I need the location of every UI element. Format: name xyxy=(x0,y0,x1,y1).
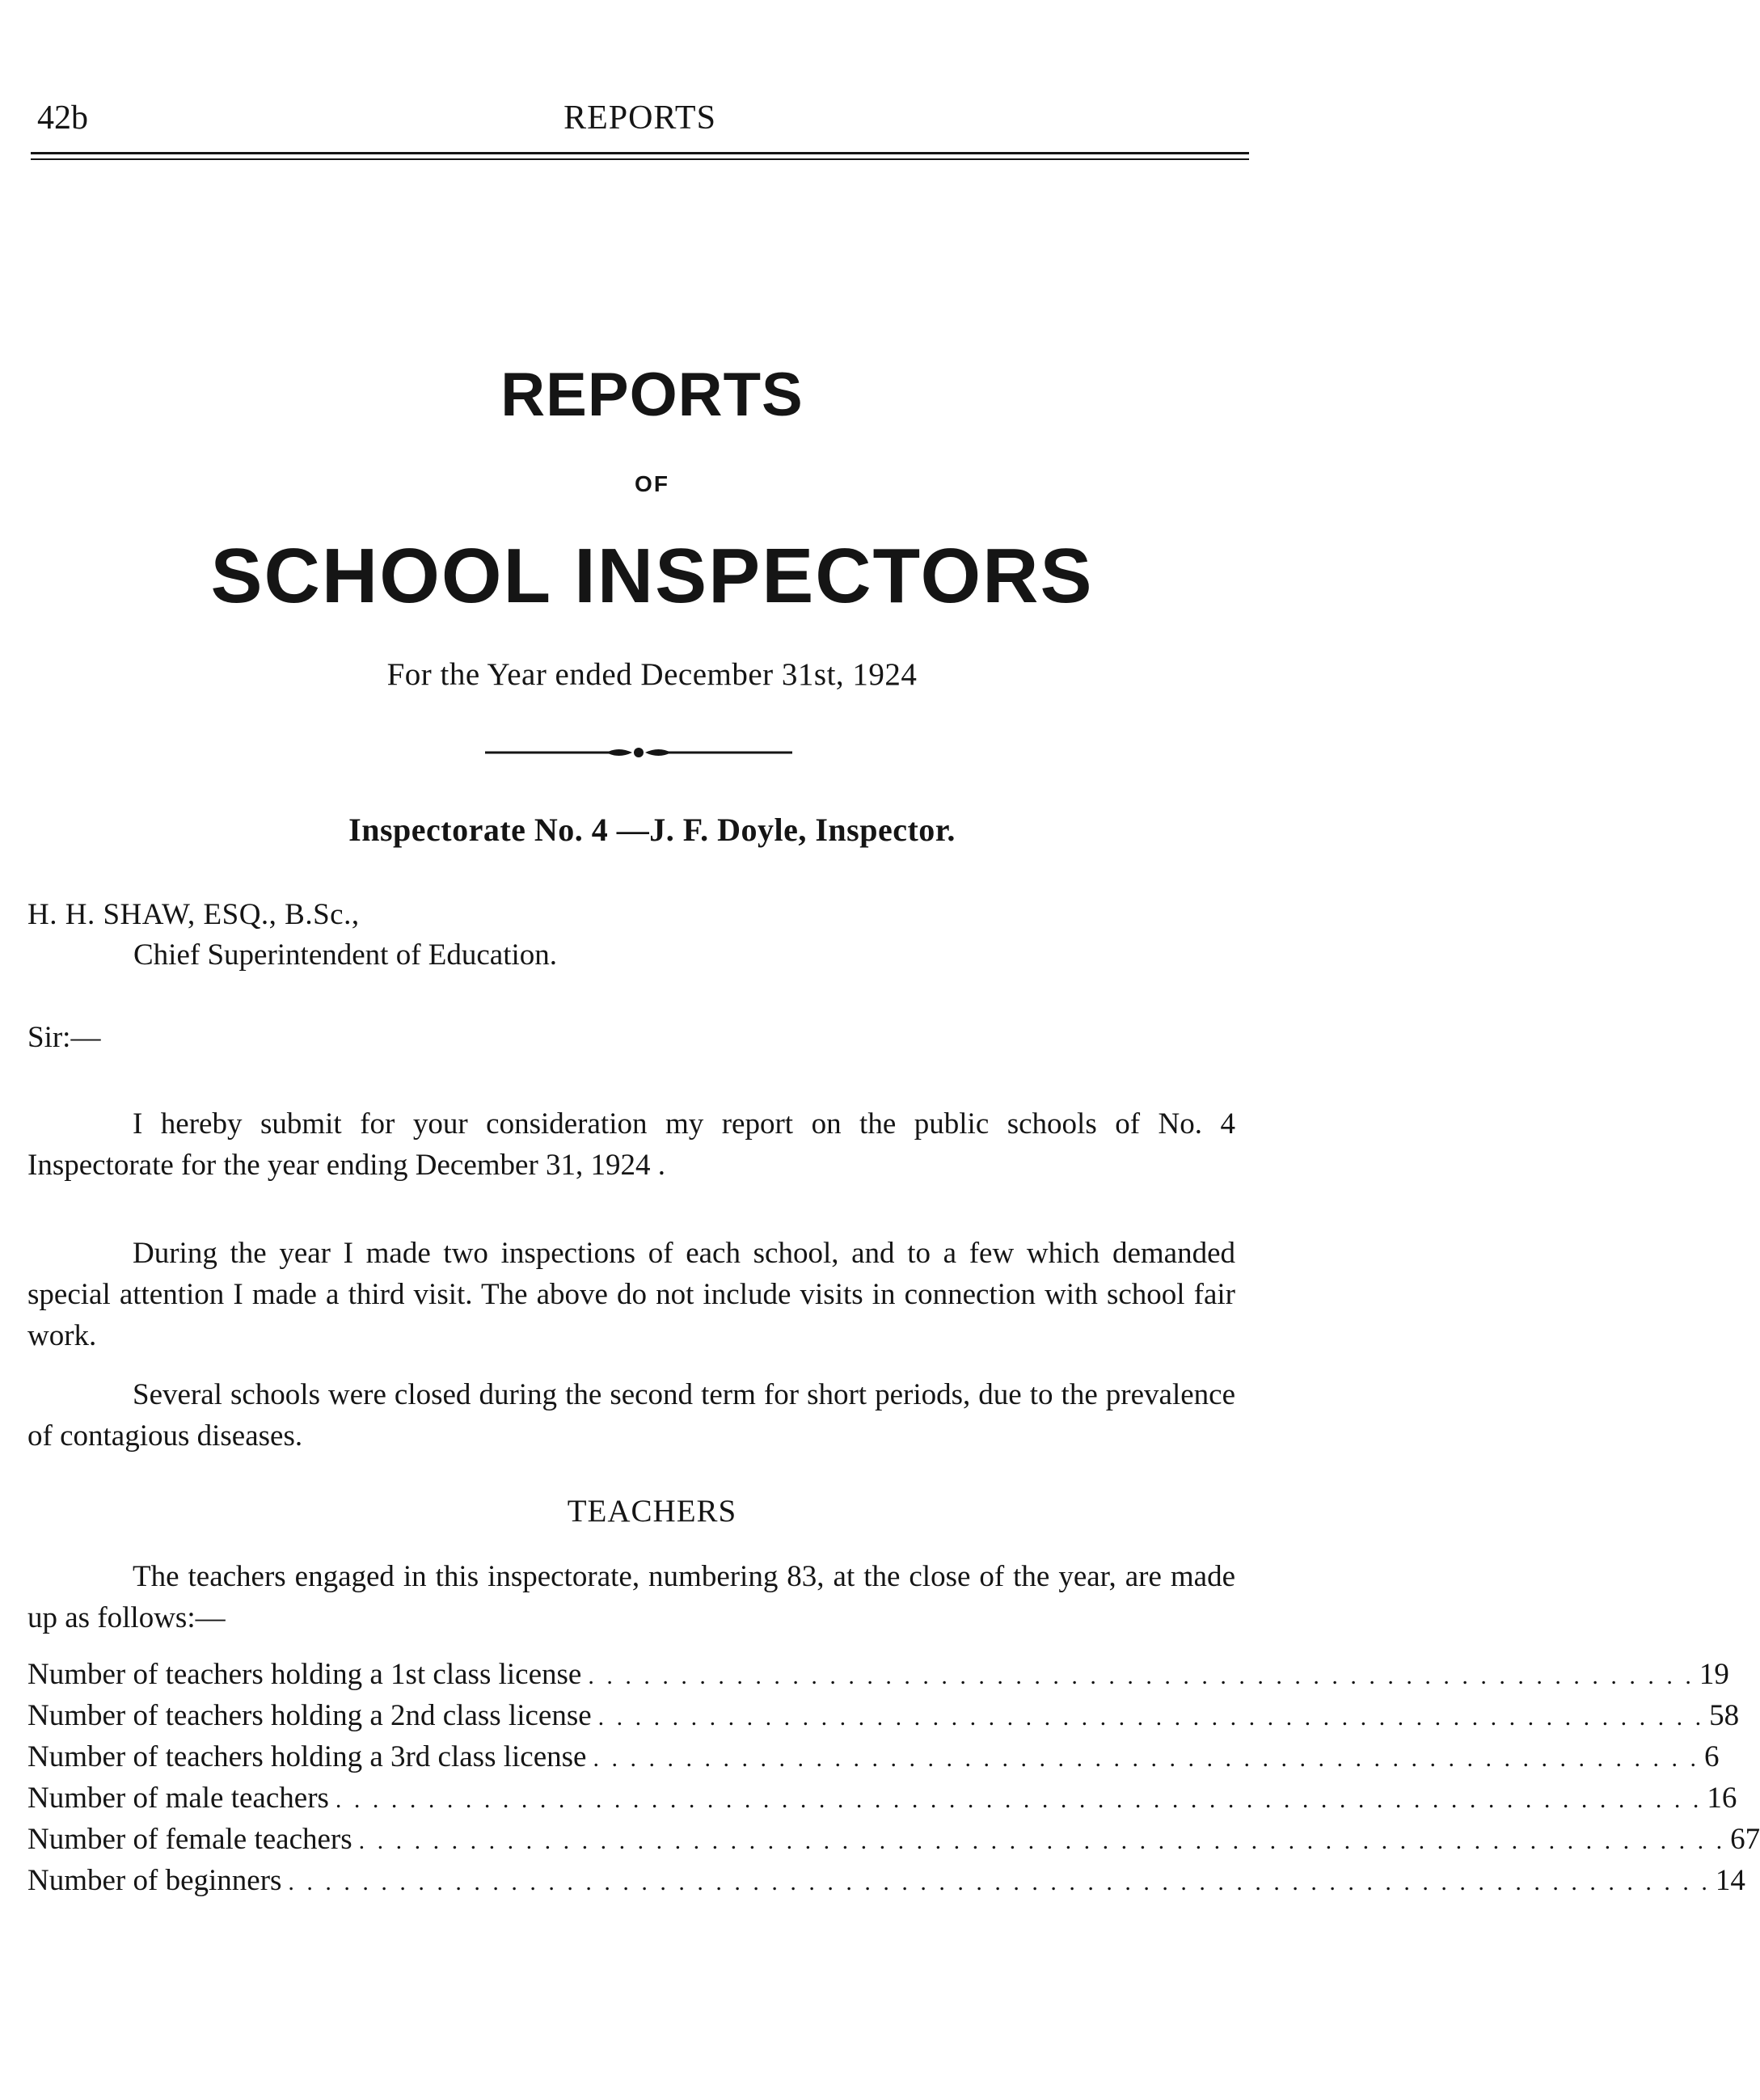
section-heading-teachers: TEACHERS xyxy=(567,1494,737,1529)
stat-label: Number of female teachers xyxy=(27,1823,352,1856)
stat-label: Number of teachers holding a 1st class license xyxy=(27,1658,582,1691)
main-title-of: OF xyxy=(635,471,669,496)
stat-label: Number of beginners xyxy=(27,1864,282,1897)
ornament-divider-icon xyxy=(485,740,792,765)
dot-leader: . . . . . . . . . . . . . . . . . . . . . . . . . . . . . . . . . . . . . . . . . . . . . . . . . . . . . . . . . . . . xyxy=(593,1745,1699,1772)
title-year-line: For the Year ended December 31st, 1924 xyxy=(386,657,918,692)
list-item xyxy=(27,1781,1737,1822)
main-title-reports: REPORTS xyxy=(500,361,804,429)
header-rule-top xyxy=(31,152,1249,154)
salutation: Sir:— xyxy=(27,1021,101,1054)
paragraph-school-closures: Several schools were closed during the second term for short periods, due to the prevalence of contagious diseases. xyxy=(27,1378,1235,1453)
inspectorate-heading: Inspectorate No. 4 —J. F. Doyle, Inspector. xyxy=(348,812,956,848)
stat-value: 16 xyxy=(1707,1782,1737,1815)
stat-value: 14 xyxy=(1715,1864,1745,1897)
dot-leader: . . . . . . . . . . . . . . . . . . . . . . . . . . . . . . . . . . . . . . . . . . . . . . . . . . . . . . . . . . . . . . . . . . . . . . . . . . xyxy=(335,1786,1703,1813)
page-number: 42b xyxy=(37,99,88,137)
paragraph-teachers-intro: The teachers engaged in this inspectorate, numbering 83, at the close of the year, are made up as follows:— xyxy=(27,1560,1235,1634)
running-head xyxy=(31,99,1249,147)
dot-leader: . . . . . . . . . . . . . . . . . . . . . . . . . . . . . . . . . . . . . . . . . . . . . . . . . . . . . . . . . . . . xyxy=(597,1704,1705,1731)
dot-leader: . . . . . . . . . . . . . . . . . . . . . . . . . . . . . . . . . . . . . . . . . . . . . . . . . . . . . . . . . . . . . . . . . . . . . . . . . . xyxy=(358,1828,1726,1854)
stat-label: Number of male teachers xyxy=(27,1782,329,1815)
addressee-title: Chief Superintendent of Education. xyxy=(133,938,558,972)
list-item xyxy=(27,1822,1760,1863)
paragraph-inspections: During the year I made two inspections of each school, and to a few which demanded special attention I made a third visit. The above do not include visits in connection with school fair work. xyxy=(27,1237,1235,1352)
list-item xyxy=(27,1698,1740,1739)
dot-leader: . . . . . . . . . . . . . . . . . . . . . . . . . . . . . . . . . . . . . . . . . . . . . . . . . . . . . . . . . . . . xyxy=(588,1663,1695,1689)
stat-value: 58 xyxy=(1709,1699,1740,1732)
header-rule-bottom xyxy=(31,158,1249,160)
teacher-stats-list xyxy=(27,1657,1760,1904)
dot-leader: . . . . . . . . . . . . . . . . . . . . . . . . . . . . . . . . . . . . . . . . . . . . . . . . . . . . . . . . . . . . . . . . . . . . . . . . . . . . . xyxy=(288,1869,1711,1895)
stat-value: 67 xyxy=(1730,1823,1760,1856)
paragraph-report-submission: I hereby submit for your consideration my report on the public schools of No. 4 Inspectorate for the year ending December 31, 1924 . xyxy=(27,1107,1235,1182)
main-title-school-inspectors: SCHOOL INSPECTORS xyxy=(210,533,1094,619)
stat-label: Number of teachers holding a 3rd class license xyxy=(27,1740,587,1773)
list-item xyxy=(27,1739,1720,1781)
stat-value: 19 xyxy=(1699,1658,1729,1691)
addressee-name: H. H. SHAW, ESQ., B.Sc., xyxy=(27,898,360,931)
list-item xyxy=(27,1657,1729,1698)
running-title: REPORTS xyxy=(563,99,716,137)
stat-label: Number of teachers holding a 2nd class license xyxy=(27,1699,592,1732)
stat-value: 6 xyxy=(1703,1740,1720,1773)
list-item xyxy=(27,1863,1745,1904)
